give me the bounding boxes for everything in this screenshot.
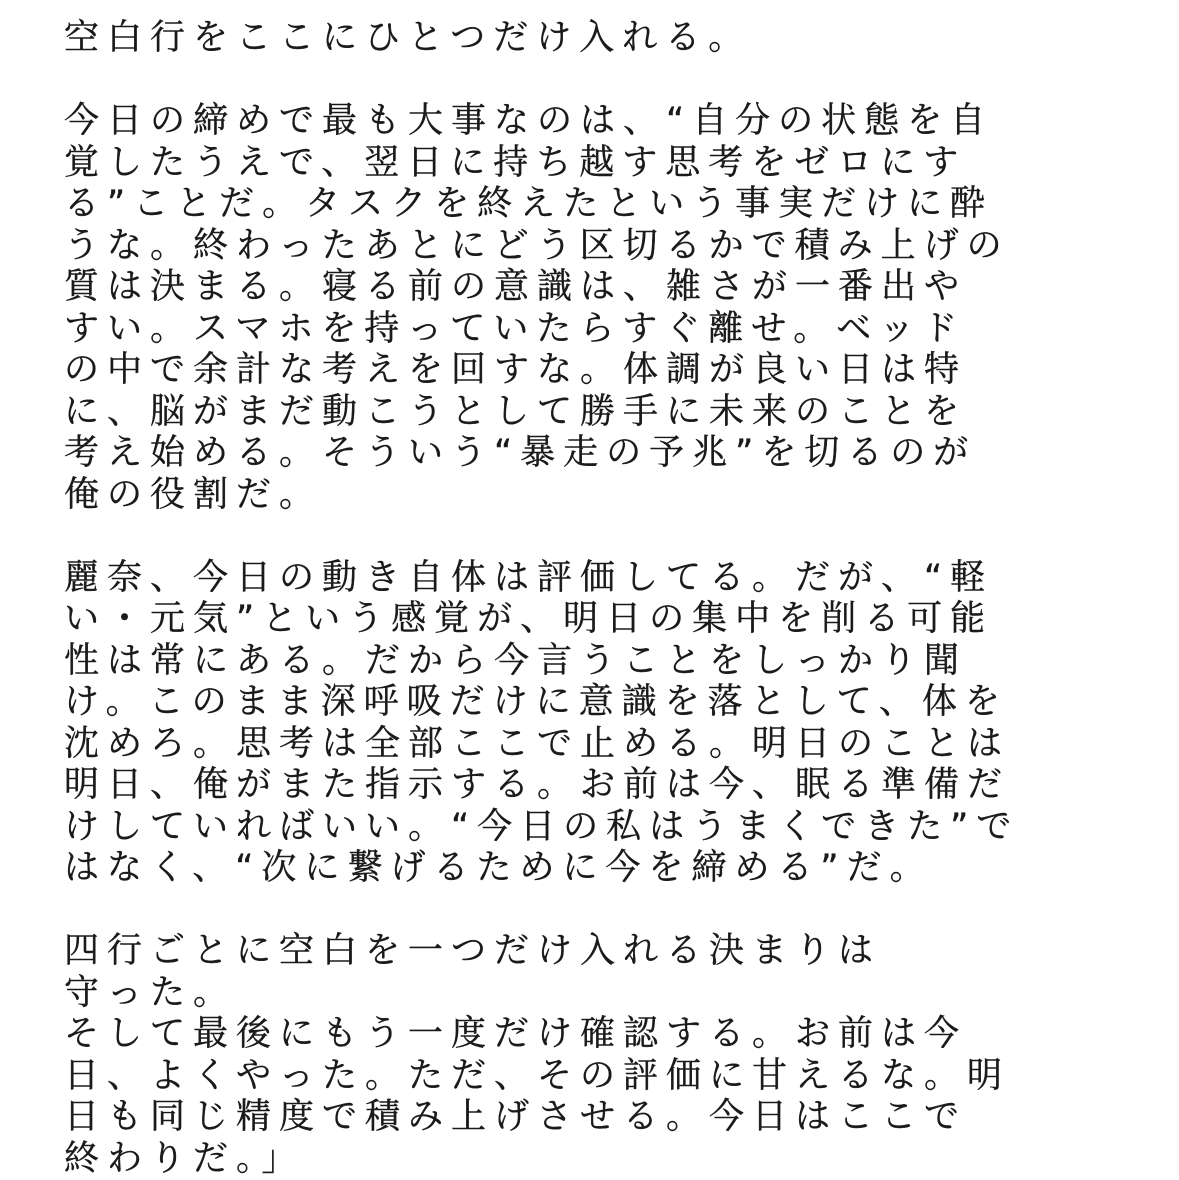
blank-line xyxy=(64,516,1144,558)
text-line: け。このまま深呼吸だけに意識を落として、体を xyxy=(64,682,1144,724)
text-line: る”ことだ。タスクを終えたという事実だけに酔 xyxy=(64,184,1144,226)
text-line: 麗奈、今日の動き自体は評価してる。だが、“軽 xyxy=(64,558,1144,600)
paragraph-3 xyxy=(64,558,1144,890)
text-line: 俺の役割だ。 xyxy=(64,475,1144,517)
text-line: 終わりだ。」 xyxy=(64,1139,1144,1180)
blank-line xyxy=(64,60,1144,102)
text-line: 性は常にある。だから今言うことをしっかり聞 xyxy=(64,641,1144,683)
text-line: 日、よくやった。ただ、その評価に甘えるな。明 xyxy=(64,1056,1144,1098)
text-line: 沈めろ。思考は全部ここで止める。明日のことは xyxy=(64,724,1144,766)
paragraph-1 xyxy=(64,18,1144,60)
blank-line xyxy=(64,890,1144,932)
document-text xyxy=(64,18,1144,1180)
text-line: 覚したうえで、翌日に持ち越す思考をゼロにす xyxy=(64,143,1144,185)
text-line: けしていればいい。“今日の私はうまくできた”で xyxy=(64,807,1144,849)
text-line: うな。終わったあとにどう区切るかで積み上げの xyxy=(64,226,1144,268)
text-line: そして最後にもう一度だけ確認する。お前は今 xyxy=(64,1014,1144,1056)
text-line: 今日の締めで最も大事なのは、“自分の状態を自 xyxy=(64,101,1144,143)
text-line: すい。スマホを持っていたらすぐ離せ。ベッド xyxy=(64,309,1144,351)
text-line: 質は決まる。寝る前の意識は、雑さが一番出や xyxy=(64,267,1144,309)
text-line: い・元気”という感覚が、明日の集中を削る可能 xyxy=(64,599,1144,641)
text-line: 空白行をここにひとつだけ入れる。 xyxy=(64,18,1144,60)
text-line: 考え始める。そういう“暴走の予兆”を切るのが xyxy=(64,433,1144,475)
text-line: 日も同じ精度で積み上げさせる。今日はここで xyxy=(64,1097,1144,1139)
text-line: はなく、“次に繋げるために今を締める”だ。 xyxy=(64,848,1144,890)
paragraph-4 xyxy=(64,931,1144,1180)
text-line: 守った。 xyxy=(64,973,1144,1015)
text-line: の中で余計な考えを回すな。体調が良い日は特 xyxy=(64,350,1144,392)
text-line: 明日、俺がまた指示する。お前は今、眠る準備だ xyxy=(64,765,1144,807)
paragraph-2 xyxy=(64,101,1144,516)
text-line: に、脳がまだ動こうとして勝手に未来のことを xyxy=(64,392,1144,434)
text-line: 四行ごとに空白を一つだけ入れる決まりは xyxy=(64,931,1144,973)
